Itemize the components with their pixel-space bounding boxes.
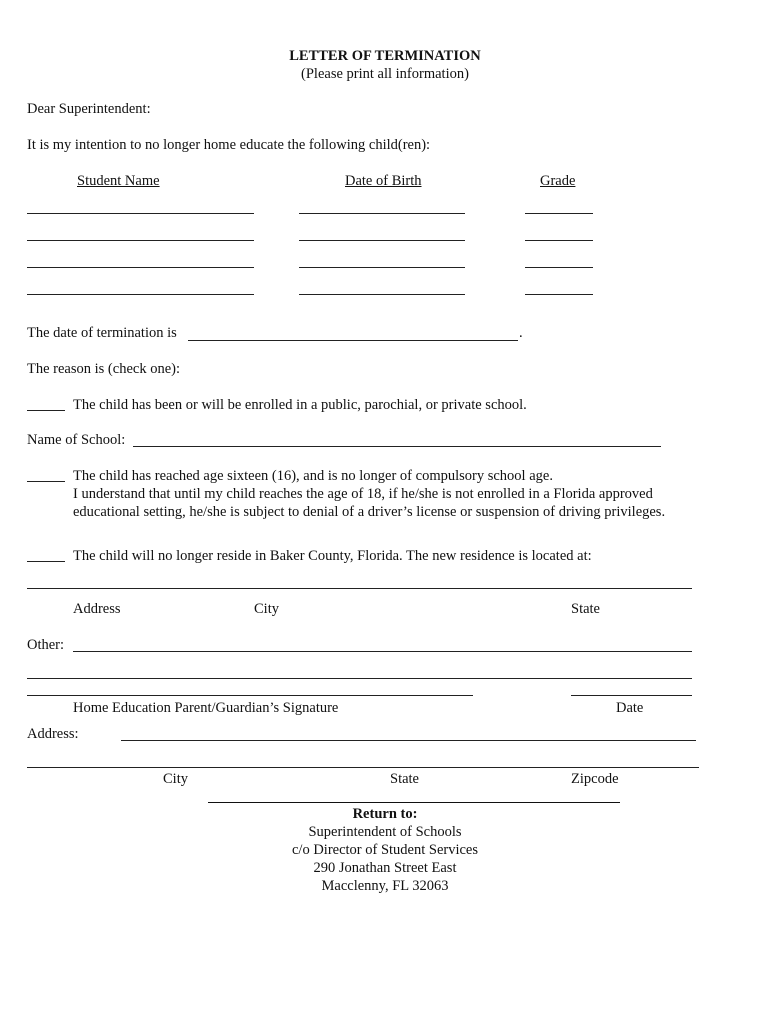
signature-label: Home Education Parent/Guardian’s Signature bbox=[73, 700, 339, 716]
signature-date-field[interactable] bbox=[571, 695, 692, 696]
student-name-field-3[interactable] bbox=[27, 267, 254, 268]
school-name-label: Name of School: bbox=[27, 432, 126, 448]
return-line-3: 290 Jonathan Street East bbox=[313, 860, 457, 876]
zipcode-label: Zipcode bbox=[571, 771, 619, 787]
dob-field-3[interactable] bbox=[299, 267, 465, 268]
city-label: City bbox=[163, 771, 188, 787]
reason-age-line-1: The child has reached age sixteen (16), and is no longer of compulsory school age. bbox=[73, 468, 553, 484]
school-name-field[interactable] bbox=[133, 446, 661, 447]
termination-date-label: The date of termination is bbox=[27, 325, 177, 341]
checkbox-enrolled[interactable] bbox=[27, 410, 65, 411]
return-line-1: Superintendent of Schools bbox=[308, 824, 462, 840]
header-date-of-birth: Date of Birth bbox=[345, 173, 422, 189]
intention-text: It is my intention to no longer home educate the following child(ren): bbox=[27, 137, 431, 153]
grade-field-3[interactable] bbox=[525, 267, 593, 268]
return-divider bbox=[208, 802, 620, 803]
dob-field-2[interactable] bbox=[299, 240, 465, 241]
header-student-name: Student Name bbox=[77, 173, 160, 189]
student-name-field-1[interactable] bbox=[27, 213, 254, 214]
city-state-zip-field[interactable] bbox=[27, 767, 699, 768]
signature-field[interactable] bbox=[27, 695, 473, 696]
return-line-4: Macclenny, FL 32063 bbox=[321, 878, 449, 894]
other-field-continued[interactable] bbox=[27, 678, 692, 679]
termination-date-field[interactable] bbox=[188, 340, 518, 341]
return-line-2: c/o Director of Student Services bbox=[291, 842, 479, 858]
student-name-field-2[interactable] bbox=[27, 240, 254, 241]
reason-relocate-text: The child will no longer reside in Baker County, Florida. The new residence is located at: bbox=[73, 548, 592, 564]
grade-field-1[interactable] bbox=[525, 213, 593, 214]
other-field[interactable] bbox=[73, 651, 692, 652]
new-city-label: City bbox=[254, 601, 279, 617]
page-title: LETTER OF TERMINATION bbox=[289, 48, 481, 64]
return-heading: Return to: bbox=[352, 806, 418, 822]
checkbox-relocate[interactable] bbox=[27, 561, 65, 562]
reason-age-line-2: I understand that until my child reaches the age of 18, if he/she is not enrolled in a Florida approved bbox=[73, 486, 653, 502]
other-label: Other: bbox=[27, 637, 65, 653]
page-subtitle: (Please print all information) bbox=[301, 66, 469, 82]
dob-field-4[interactable] bbox=[299, 294, 465, 295]
signature-date-label: Date bbox=[616, 700, 644, 716]
state-label: State bbox=[390, 771, 419, 787]
salutation: Dear Superintendent: bbox=[27, 101, 151, 117]
new-state-label: State bbox=[571, 601, 600, 617]
dob-field-1[interactable] bbox=[299, 213, 465, 214]
grade-field-2[interactable] bbox=[525, 240, 593, 241]
reason-age-line-3: educational setting, he/she is subject to denial of a driver’s license or suspension of driving privileges. bbox=[73, 504, 666, 520]
address-field[interactable] bbox=[121, 740, 696, 741]
reason-intro: The reason is (check one): bbox=[27, 361, 180, 377]
grade-field-4[interactable] bbox=[525, 294, 593, 295]
address-label: Address: bbox=[27, 726, 79, 742]
checkbox-age[interactable] bbox=[27, 481, 65, 482]
student-name-field-4[interactable] bbox=[27, 294, 254, 295]
header-grade: Grade bbox=[540, 173, 576, 189]
reason-enrolled-text: The child has been or will be enrolled in a public, parochial, or private school. bbox=[73, 397, 527, 413]
new-address-label: Address bbox=[73, 601, 121, 617]
termination-date-period: . bbox=[519, 325, 523, 341]
new-residence-field[interactable] bbox=[27, 588, 692, 589]
